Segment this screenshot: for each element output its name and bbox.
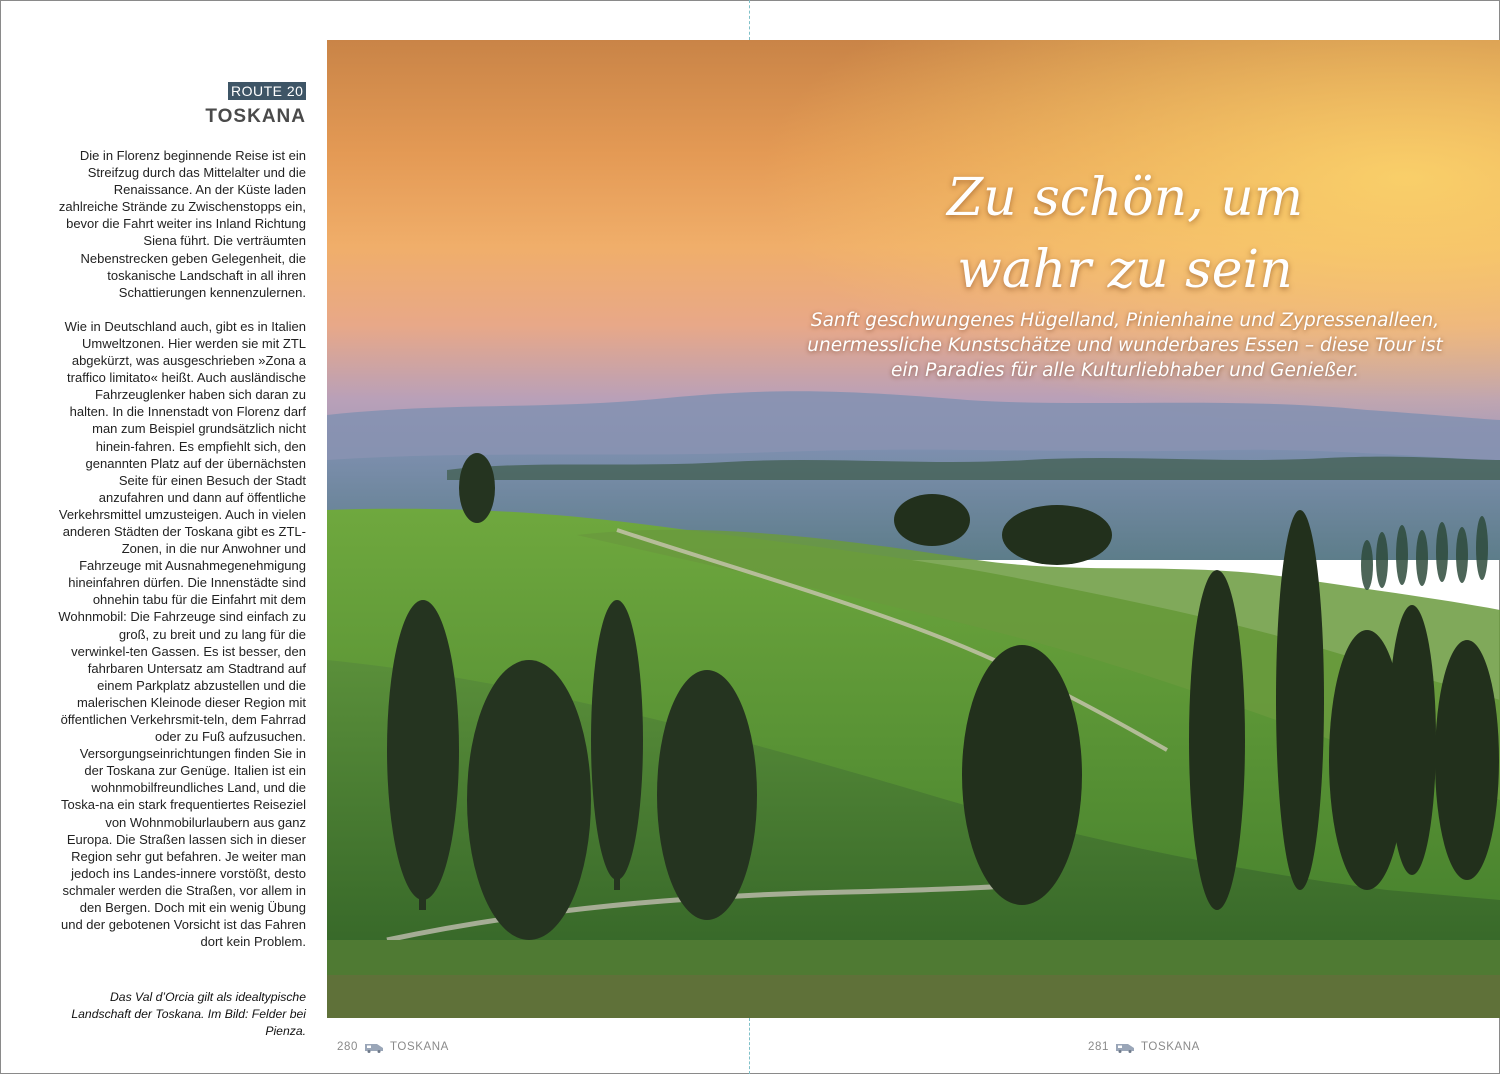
headline bbox=[820, 162, 1430, 306]
footer-label-left: TOSKANA bbox=[390, 1041, 449, 1053]
camper-van-icon bbox=[1115, 1041, 1135, 1053]
page-number-left: 280 bbox=[337, 1041, 358, 1053]
headline-line-1: Zu schön, um bbox=[946, 168, 1304, 228]
footer-left bbox=[337, 1039, 449, 1055]
page-number-right: 281 bbox=[1088, 1041, 1109, 1053]
footer-label-right: TOSKANA bbox=[1141, 1041, 1200, 1053]
body-text bbox=[58, 147, 306, 967]
intro-paragraph: Die in Florenz beginnende Reise ist ein Streifzug durch das Mittelalter und die Renaissance. An der Küste laden zahlreiche Strände zu Zwischenstopps ein, bevor die Fahrt weiter ins Inland Richtung Siena führt. Die verträumten Nebenstrecken geben Gelegenheit, die toskanische Landschaft in all ihren Schattierungen kennenzulernen. bbox=[58, 148, 306, 300]
subline: Sanft geschwungenes Hügelland, Pinienhaine und Zypressenalleen, unermessliche Kunstschätze und wunderbares Essen – diese Tour ist ein Paradies für alle Kulturliebhaber und Genießer. bbox=[807, 310, 1443, 381]
region-title: TOSKANA bbox=[205, 106, 306, 127]
ztl-paragraph: Wie in Deutschland auch, gibt es in Italien Umweltzonen. Hier werden sie mit ZTL abgekürzt, was ausgeschrieben »Zona a traffico limitato« heißt. Auch ausländische Fahrzeuglenker haben sich daran zu halten. In die Innenstadt von Florenz darf man zum Beispiel grundsätzlich nicht hinein-fahren. Es empfiehlt sich, den genannten Platz auf der übernächsten Seite für einen Besuch der Stadt anzufahren und dann auf öffentliche Verkehrsmittel umzusteigen. Auch in vielen anderen Städten der Toskana gibt es ZTL-Zonen, in die nur Anwohner und Fahrzeuge mit Ausnahmegenehmigung hineinfahren dürfen. Die Innenstädte sind ohnehin tabu für die Einfahrt mit dem Wohnmobil: Die Fahrzeuge sind einfach zu groß, zu breit und zu lang für die verwinkel-ten Gassen. Es ist besser, den fahrbaren Untersatz am Stadtrand auf einem Parkplatz abzustellen und die malerischen Kleinode dieser Region mit öffentlichen Verkehrsmit-teln, dem Fahrrad oder zu Fuß aufzusuchen. Versorgungseinrichtungen finden Sie in der Toskana zur Genüge. Italien ist ein wohnmobilfreundliches Land, und die Toska-na ein stark frequentiertes Reiseziel von Wohnmobilurlaubern aus ganz Europa. Die Straßen lassen sich in dieser Region sehr gut befahren. Je weiter man jedoch ins Landes-innere vorstößt, desto schmaler werden die Straßen, vor allem in den Bergen. Doch mit ein wenig Übung und der gebotenen Vorsicht ist das Fahren dort kein Problem. bbox=[58, 318, 306, 950]
photo-caption: Das Val d’Orcia gilt als idealtypische Landschaft der Toskana. Im Bild: Felder bei Pienza. bbox=[71, 990, 306, 1038]
headline-line-2: wahr zu sein bbox=[957, 240, 1293, 300]
camper-van-icon bbox=[364, 1041, 384, 1053]
footer-right bbox=[1088, 1039, 1200, 1055]
route-badge: ROUTE 20 bbox=[228, 82, 306, 100]
gutter-mark-top bbox=[749, 0, 750, 40]
gutter-mark-bottom bbox=[749, 1018, 750, 1074]
